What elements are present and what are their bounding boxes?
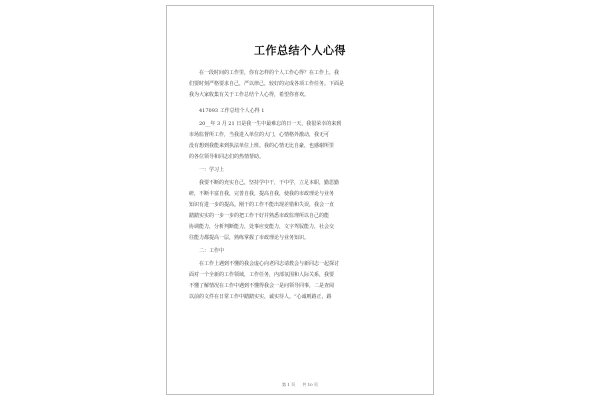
page-total: 共 10 页 [302,382,318,387]
text-line: 们要时刻严格要求自己，严以律己，较好的完成各项工作任务。下面是 [189,81,345,87]
paragraph-heading-study [189,165,411,176]
text-line: 面对一个全新的工作领域，工作任务，内部氛围和人际关系，我要 [189,271,335,278]
text-line: 在一段时间的工作里，你有怎样的个人工作心得？在工作上，我 [199,70,340,76]
text-line: 以前的文件在日常工作中踏踏实实，诚实待人。“心诚则路正，路 [189,293,332,300]
page-footer [167,382,433,388]
section-subtitle: 417093 工作总结个人心得 1 [199,107,265,114]
text-line: 我为大家收集有关于工作总结个人心得，希望你喜欢。 [189,92,310,98]
text-line: 知识有进一步的提高。刚干的工作不能出现差错和失误，我会一直 [189,201,335,208]
paragraph-subtitle [189,106,411,117]
text-line: 我要不断的充实自己，坚持学中干，干中学，立足本职，勤思勤 [199,179,340,186]
document-page [166,5,434,395]
paragraph-opening [189,119,411,163]
text-line: 往能力都提高一层，熟练掌握了市政理论与业务知识。 [189,234,310,241]
paragraph-intro [189,68,411,101]
text-line: 的各位领导和同志们的热情帮助。 [189,153,265,160]
document-body [189,68,411,303]
section-heading: 二：工作中 [199,247,225,254]
text-line: 市场监督所工作，当我进入单位的大门，心情格外激动，我无可 [189,131,330,138]
text-line: 踏踏实实的一步一步的把工作干好并熟悉市政监理所以自己的能 [189,212,330,219]
text-line: 没有想到我能来到执法单位上班。我的心情无比自豪，也感谢所里 [189,142,335,149]
document-title: 工作总结个人心得 [254,44,346,57]
text-line: 协调能力，分析判断能力，处事应变能力，文字驾驭能力，社会交 [189,223,335,230]
page-number: 第 1 页 [281,382,296,387]
text-line: 在工作上遇到不懂的我会虚心向老同志请教会与新同志一起探讨 [199,260,340,267]
paragraph-work [189,259,411,303]
text-line: 研，不断丰富自我，完善自我，提高自我，使我的市政理论与业务 [189,190,335,197]
section-heading: 一：学习上 [199,166,225,173]
text-line: 不懂了解情况在工作中遇到不懂得我会一是问领导同事，二是查阅 [189,282,335,289]
paragraph-heading-work [189,246,411,257]
text-line: 20__年 3 月 21 日是我一生中最难忘的日一天，我很荣幸的来到 [199,120,342,127]
paragraph-study [189,178,411,244]
